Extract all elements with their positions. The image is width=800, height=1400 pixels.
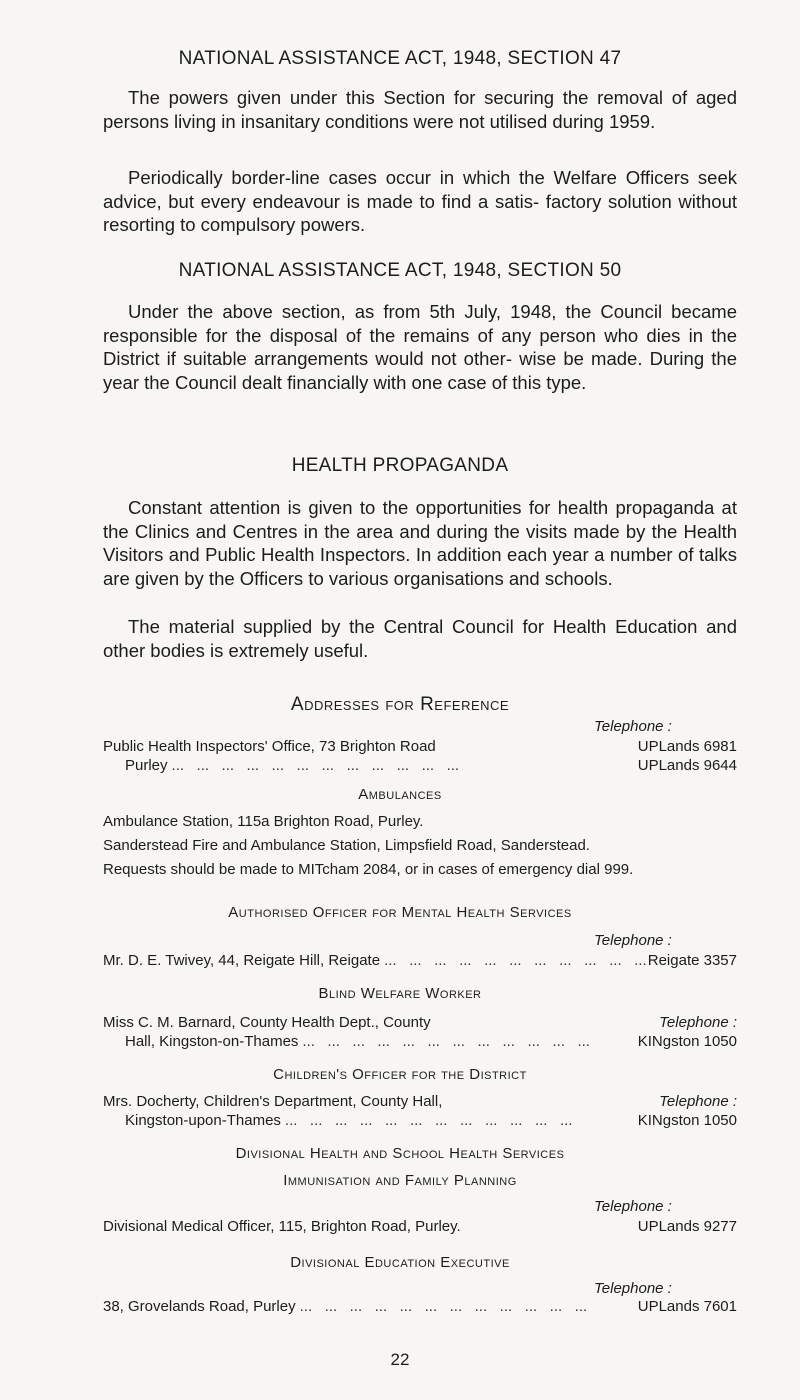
address-line: 38, Grovelands Road, Purley bbox=[103, 1298, 296, 1315]
ambulances-title: Ambulances bbox=[358, 786, 442, 803]
blind-welfare-entry bbox=[103, 1013, 737, 1051]
heading-health-propaganda: HEALTH PROPAGANDA bbox=[291, 455, 509, 476]
telephone-number: UPLands 9644 bbox=[637, 757, 737, 774]
childrens-officer-entry bbox=[103, 1092, 737, 1130]
paragraph: The material supplied by the Central Council for Health Education and other bodies is extremely useful. bbox=[103, 616, 737, 661]
heading-section-47: NATIONAL ASSISTANCE ACT, 1948, SECTION 47 bbox=[178, 48, 622, 69]
education-entry bbox=[103, 1297, 737, 1316]
address-line: Purley bbox=[125, 757, 168, 774]
ambulances-entry bbox=[103, 812, 737, 879]
telephone-label: Telephone : bbox=[594, 1280, 672, 1297]
address-line: Miss C. M. Barnard, County Health Dept., County bbox=[103, 1014, 431, 1031]
paragraph: Periodically border-line cases occur in which the Welfare Officers seek advice, but every endeavour is made to find a satis- factory solution without resorting to compulsory powers. bbox=[103, 167, 737, 235]
telephone-label: Telephone : bbox=[659, 1014, 737, 1031]
telephone-label: Telephone : bbox=[594, 932, 672, 949]
telephone-number: UPLands 6981 bbox=[637, 738, 737, 755]
education-title: Divisional Education Executive bbox=[290, 1254, 510, 1271]
telephone-label: Telephone : bbox=[594, 718, 672, 735]
address-line: Kingston-upon-Thames bbox=[125, 1112, 281, 1129]
mental-health-entry bbox=[103, 951, 737, 970]
childrens-officer-title: Children's Officer for the District bbox=[273, 1066, 527, 1083]
dot-leader bbox=[296, 1297, 638, 1316]
public-health-entry bbox=[103, 737, 737, 775]
dot-leader bbox=[380, 951, 648, 970]
address-line: Divisional Medical Officer, 115, Brighton Road, Purley. bbox=[103, 1218, 461, 1235]
address-line: Mr. D. E. Twivey, 44, Reigate Hill, Reigate bbox=[103, 952, 381, 969]
blind-welfare-title: Blind Welfare Worker bbox=[318, 985, 482, 1002]
address-line: Requests should be made to MITcham 2084, or in cases of emergency dial 999. bbox=[103, 861, 634, 878]
paragraph: Under the above section, as from 5th July, 1948, the Council became responsible for the disposal of the remains of any person who dies in the District if suitable arrangements would not other- wise be made. During the year the Council dealt financially with one case of this type. bbox=[103, 301, 737, 393]
telephone-label: Telephone : bbox=[594, 1198, 672, 1215]
telephone-label: Telephone : bbox=[659, 1093, 737, 1110]
address-line: Sanderstead Fire and Ambulance Station, Limpsfield Road, Sanderstead. bbox=[103, 837, 590, 854]
address-line: Public Health Inspectors' Office, 73 Brighton Road bbox=[103, 738, 436, 755]
telephone-number: Reigate 3357 bbox=[647, 952, 737, 969]
divisional-health-subtitle: Immunisation and Family Planning bbox=[283, 1172, 517, 1189]
paragraph: The powers given under this Section for securing the removal of aged persons living in insanitary conditions were not utilised during 1959. bbox=[103, 87, 737, 132]
divisional-health-entry bbox=[103, 1217, 737, 1236]
telephone-number: KINgston 1050 bbox=[637, 1033, 737, 1050]
telephone-number: UPLands 9277 bbox=[637, 1218, 737, 1235]
dot-leader bbox=[168, 756, 638, 775]
address-line: Mrs. Docherty, Children's Department, County Hall, bbox=[103, 1093, 443, 1110]
heading-section-50: NATIONAL ASSISTANCE ACT, 1948, SECTION 50 bbox=[178, 260, 622, 281]
dot-leader bbox=[281, 1111, 638, 1130]
paragraph: Constant attention is given to the opportunities for health propaganda at the Clinics and Centres in the area and during the visits made by the Health Visitors and Public Health Inspectors. In addition each year a number of talks are given by the Officers to various organisations and schools. bbox=[103, 497, 737, 589]
addresses-title: Addresses for Reference bbox=[290, 694, 510, 715]
telephone-number: UPLands 7601 bbox=[637, 1298, 737, 1315]
telephone-number: KINgston 1050 bbox=[637, 1112, 737, 1129]
address-line: Hall, Kingston-on-Thames bbox=[125, 1033, 299, 1050]
divisional-health-title: Divisional Health and School Health Services bbox=[235, 1145, 565, 1162]
mental-health-title: Authorised Officer for Mental Health Services bbox=[228, 904, 572, 921]
page-number: 22 bbox=[390, 1350, 410, 1369]
address-line: Ambulance Station, 115a Brighton Road, Purley. bbox=[103, 813, 424, 830]
dot-leader bbox=[298, 1032, 637, 1051]
